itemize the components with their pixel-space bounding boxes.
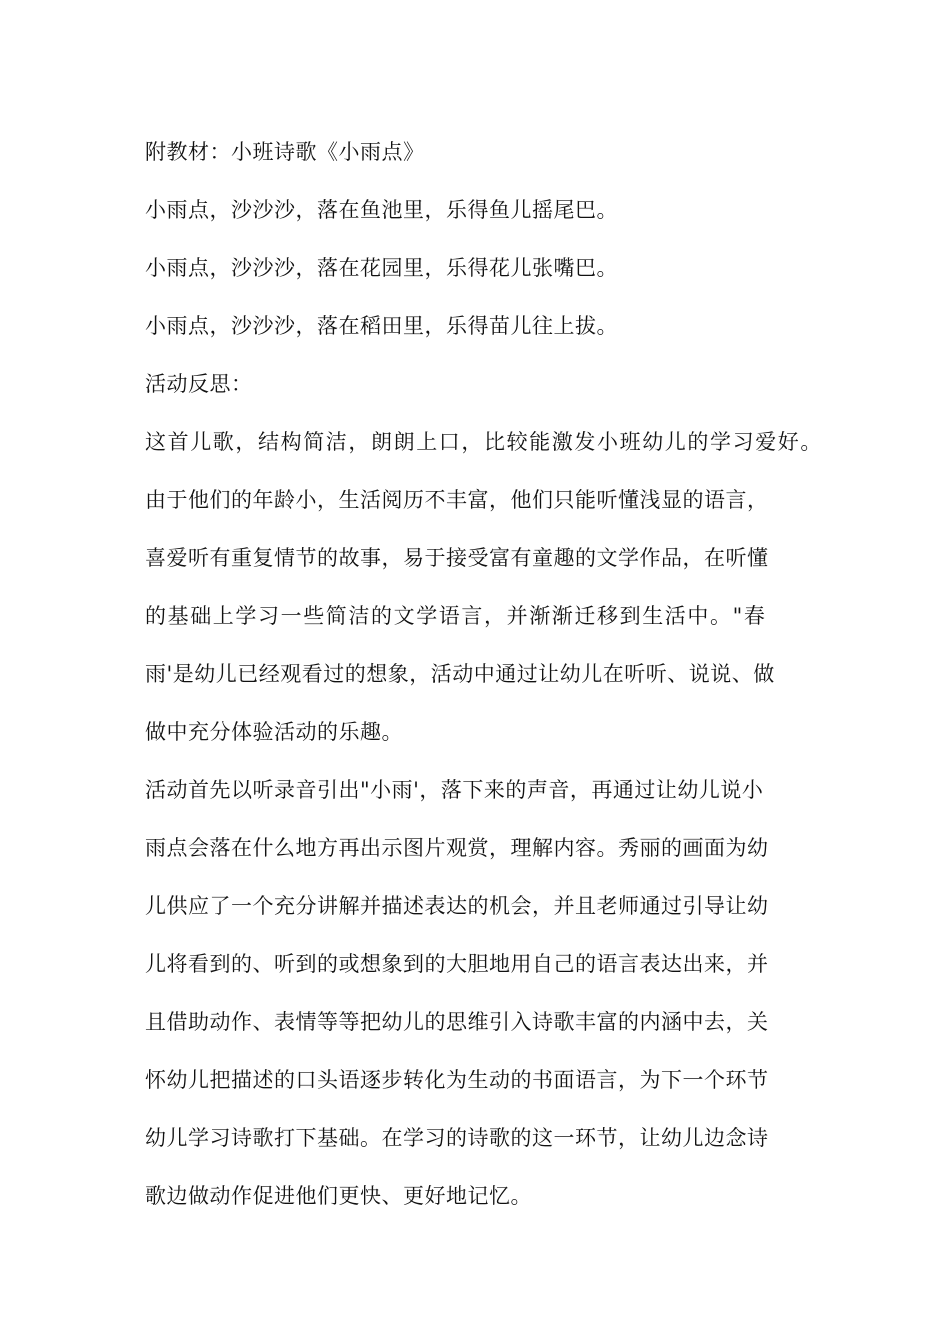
paragraph1-line-4: 的基础上学习一些简洁的文学语言，并渐渐迁移到生活中。"春 <box>145 604 767 628</box>
paragraph2-line-4: 儿将看到的、听到的或想象到的大胆地用自己的语言表达出来，并 <box>145 952 769 976</box>
paragraph1-line-6: 做中充分体验活动的乐趣。 <box>145 720 403 744</box>
paragraph2-line-1: 活动首先以听录音引出"小雨'，落下来的声音，再通过让幼儿说小 <box>145 778 764 802</box>
paragraph2-line-8: 歌边做动作促进他们更快、更好地记忆。 <box>145 1184 532 1208</box>
paragraph2-line-7: 幼儿学习诗歌打下基础。在学习的诗歌的这一环节，让幼儿边念诗 <box>145 1126 769 1150</box>
paragraph1-line-1: 这首儿歌，结构简洁，朗朗上口，比较能激发小班幼儿的学习爱好。 <box>145 430 823 454</box>
paragraph1-line-2: 由于他们的年龄小，生活阅历不丰富，他们只能听懂浅显的语言， <box>145 488 769 512</box>
reflection-heading: 活动反思： <box>145 372 253 396</box>
paragraph2-line-2: 雨点会落在什么地方再出示图片观赏，理解内容。秀丽的画面为幼 <box>145 836 769 860</box>
poem-line-3: 小雨点，沙沙沙，落在稻田里，乐得苗儿往上拔。 <box>145 314 618 338</box>
paragraph1-line-3: 喜爱听有重复情节的故事，易于接受富有童趣的文学作品，在听懂 <box>145 546 769 570</box>
appendix-title: 附教材：小班诗歌《小雨点》 <box>145 140 425 164</box>
paragraph1-line-5: 雨'是幼儿已经观看过的想象，活动中通过让幼儿在听听、说说、做 <box>145 662 775 686</box>
poem-line-1: 小雨点，沙沙沙，落在鱼池里，乐得鱼儿摇尾巴。 <box>145 198 618 222</box>
paragraph2-line-6: 怀幼儿把描述的口头语逐步转化为生动的书面语言，为下一个环节 <box>145 1068 769 1092</box>
poem-line-2: 小雨点，沙沙沙，落在花园里，乐得花儿张嘴巴。 <box>145 256 618 280</box>
paragraph2-line-3: 儿供应了一个充分讲解并描述表达的机会，并且老师通过引导让幼 <box>145 894 769 918</box>
paragraph2-line-5: 且借助动作、表情等等把幼儿的思维引入诗歌丰富的内涵中去，关 <box>145 1010 769 1034</box>
